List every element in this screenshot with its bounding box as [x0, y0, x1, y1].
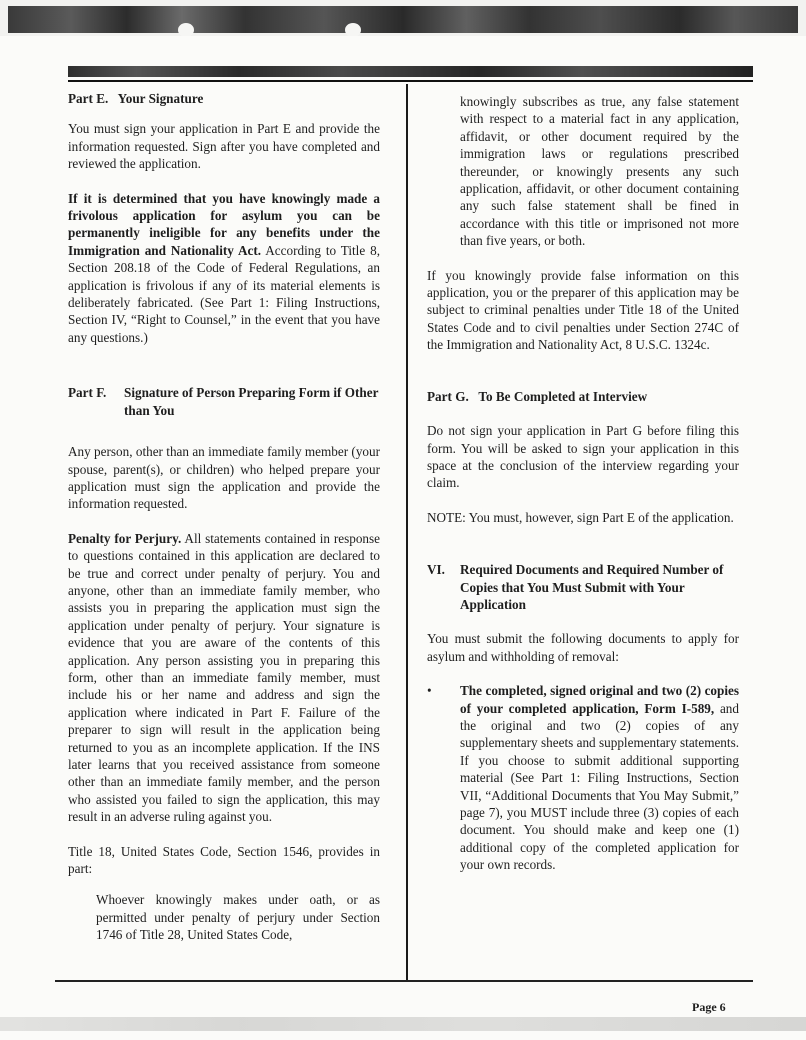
- bullet-icon: •: [427, 683, 432, 699]
- bullet-bold-text: The completed, signed original and two (2) copies of your completed application, Form I-589,: [460, 683, 739, 716]
- penalty-for-perjury: [68, 530, 380, 826]
- penalty-label: Penalty for Perjury.: [68, 530, 182, 546]
- right-column: [427, 93, 739, 874]
- part-f-label: Part F.: [68, 385, 107, 401]
- punch-hole: [178, 23, 194, 37]
- header-rule: [68, 80, 753, 82]
- column-divider: [406, 84, 408, 982]
- section-vi-intro: You must submit the following documents to apply for asylum and withholding of removal:: [427, 631, 739, 664]
- section-vi-title: Required Documents and Required Number of Copies that You Must Submit with Your Application: [460, 562, 724, 612]
- part-g-note: NOTE: You must, however, sign Part E of the application.: [427, 509, 734, 525]
- false-info-warning: If you knowingly provide false information on this application, you or the preparer of this application may be subject to criminal penalties under Title 18 of the United States Code and to civil penalties under Section 274C of the Immigration and Nationality Act, 8 U.S.C. 1324c.: [427, 267, 739, 353]
- part-f-title: Signature of Person Preparing Form if Other than You: [124, 385, 379, 418]
- left-column: [68, 90, 380, 944]
- frivolous-definition: According to Title 8, Section 208.18 of the Code of Federal Regulations, an application is frivolous if any of its material elements is deliberately fabricated. (See Part 1: Filing Instructions, Section IV, “Right to Counsel,” in the event that you have any questions.): [68, 242, 380, 345]
- penalty-text: All statements contained in response to questions contained in this application are declared to be true and correct under penalty of perjury. You and anyone, other than an immediate family member, who assists you in preparing the application must sign the application under penalty of perjury. Your signature is evidence that you are aware of the contents of this application. Any person assisting you in preparing this form, other than an immediate family member, must include his or her name and address and sign the application where indicated in Part F. Failure of the preparer to sign will result in the application being returned to you as an incomplete application. If the INS later learns that you received assistance from someone other than an immediate family member, and the person who assisted you failed to sign the application, this may result in an adverse ruling against you.: [68, 530, 380, 825]
- scan-bottom-band: [0, 1017, 806, 1031]
- page-number: Page 6: [692, 1000, 726, 1014]
- part-e-heading: Part E. Your Signature: [68, 91, 204, 106]
- punch-hole: [345, 23, 361, 37]
- statute-quote-start: Whoever knowingly makes under oath, or as permitted under penalty of perjury under Section 1746 of Title 28, United States Code,: [96, 892, 380, 943]
- title18-intro: Title 18, United States Code, Section 1546, provides in part:: [68, 843, 380, 877]
- scan-top-band: [8, 6, 798, 33]
- header-bar: [68, 66, 753, 77]
- footer-rule: [55, 980, 753, 982]
- frivolous-warning: If it is determined that you have knowingly made a frivolous application for asylum you can be permanently ineligible for any benefits under the Immigration and Nationality Act.: [68, 190, 380, 258]
- required-documents-bullet: [427, 682, 739, 873]
- part-e-para1: You must sign your application in Part E and provide the information requested. Sign after you have completed and reviewed the application.: [68, 121, 380, 172]
- part-f-heading: [68, 384, 380, 419]
- part-f-para1: Any person, other than an immediate family member (your spouse, parent(s), or children) who helped prepare your application must sign the application and provide the information requested.: [68, 444, 380, 512]
- bullet-text: and the original and two (2) copies of any supplementary sheets and supplementary statements. If you choose to submit additional supporting material (See Part 1: Filing Instructions, Section VII, “Additional Documents that You May Submit,” page 7), you MUST include three (3) copies of each document. You should make and keep one (1) additional copy of the completed application for your own records.: [460, 700, 739, 873]
- part-g-para1: Do not sign your application in Part G before filing this form. You will be asked to sign your application in this space at the conclusion of the interview regarding your claim.: [427, 423, 739, 491]
- section-vi-label: VI.: [427, 562, 445, 578]
- section-vi-heading: [427, 561, 739, 613]
- statute-quote-continued: knowingly subscribes as true, any false statement with respect to a material fact in any application, affidavit, or other document required by the immigration laws or regulations prescribed thereunder, or knowingly presents any such application, affidavit, or other document containing any such false statement shall be fined in accordance with this title or imprisoned not more than five years, or both.: [460, 94, 739, 249]
- part-g-heading: Part G. To Be Completed at Interview: [427, 388, 648, 404]
- part-e-para2: [68, 190, 380, 347]
